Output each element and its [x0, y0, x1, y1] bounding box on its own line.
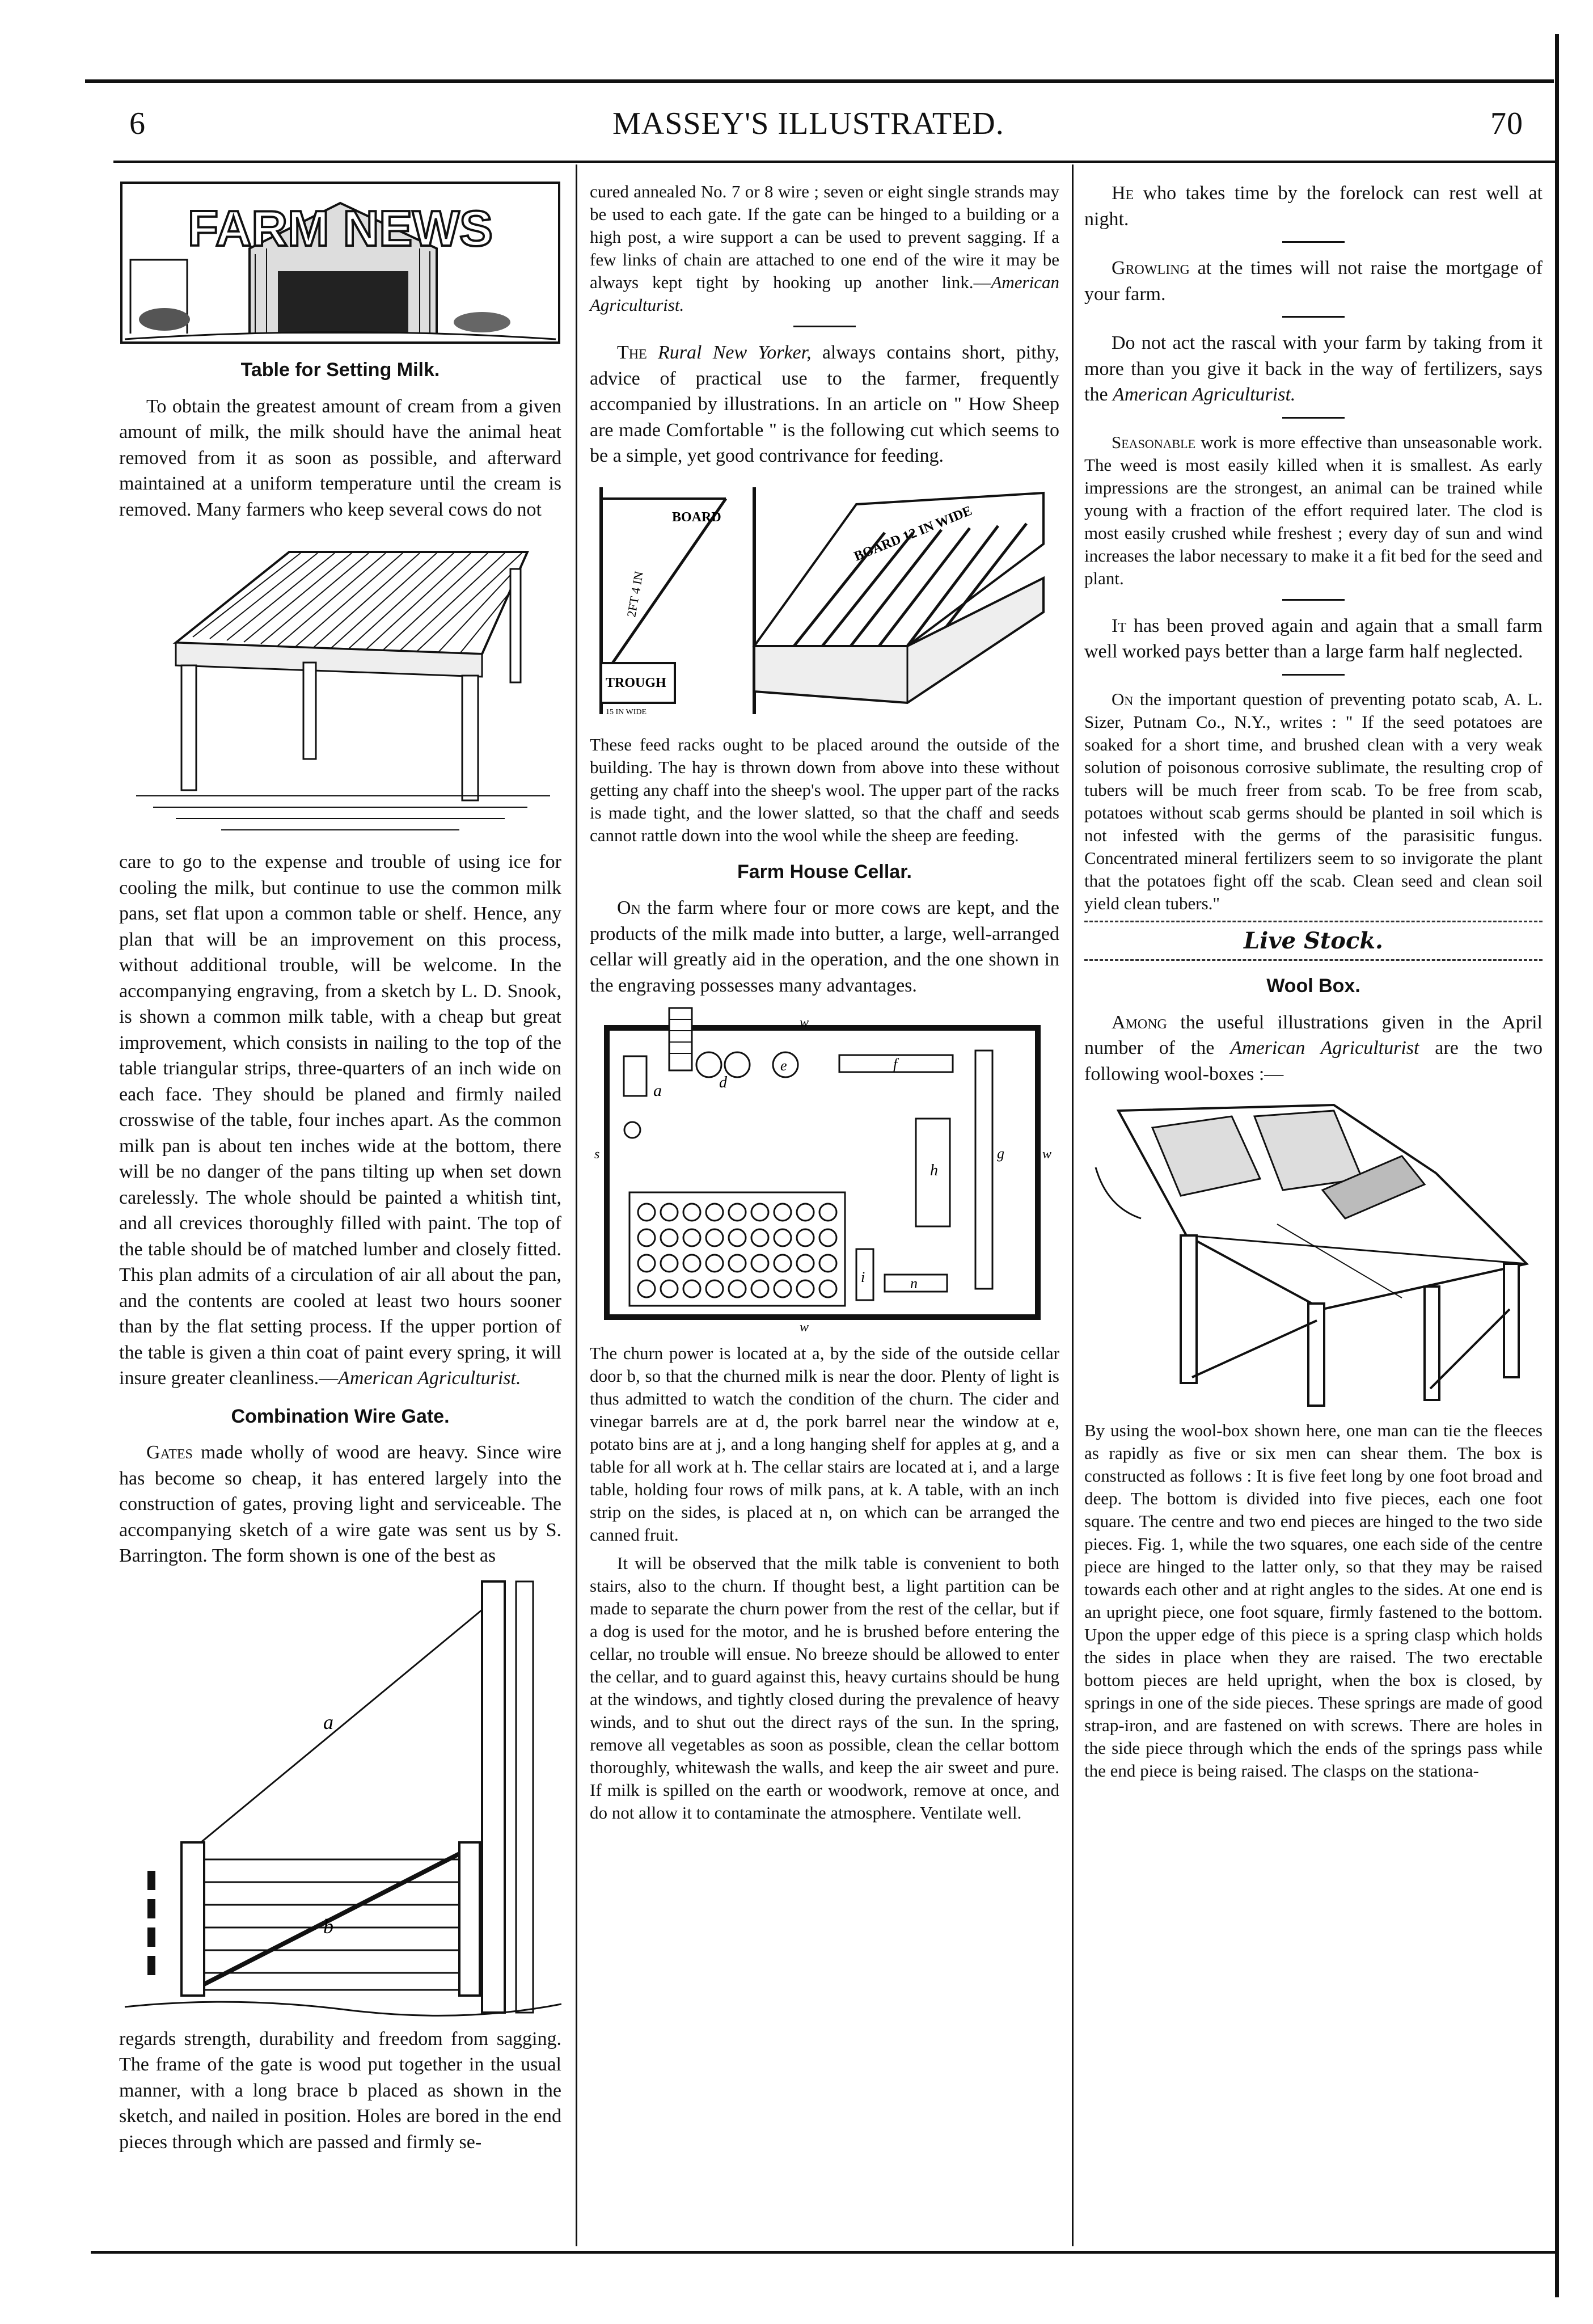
section-rule	[1084, 921, 1543, 922]
page-number-left: 6	[129, 106, 146, 141]
paragraph: He who takes time by the forelock can rest well at night.	[1084, 183, 1543, 230]
paragraph: These feed racks ought to be placed around the outside of the building. The hay is thrown down from above into these without getting any chaff into the sheep's wool. The upper part of the racks is made tight, and the lower slatted, so that the chaff and seeds cannot rattle down into the wool while the sheep are feeding.	[590, 734, 1059, 845]
paragraph: By using the wool-box shown here, one man can tie the fleeces as rapidly as five or six men can shear them. The box is constructed as follows : It is five feet long by one foot broad and deep. The bottom is divided into five pieces, each one foot square. The centre and two end pieces are hinged to the two side pieces. Fig. 1, while the two squares, one each side of the centre piece are hinged to the latter only, so that they may be raised towards each other and at right angles to the sides. At one end is an upright piece, one foot square, firmly fastened to the bottom. Upon the upper edge of this piece is a spring clasp which holds the sides in place when they are raised. The two erectable bottom pieces are held upright, when the box is closed, by springs in one of the side pieces. These springs are made of good strap-iron, and are fastened on with screws. There are holes in the side piece through which the ends of the springs pass while the end piece is being raised. The clasps on the stationa-	[1084, 1420, 1543, 1781]
wire-gate-illustration	[119, 1576, 561, 2018]
bottom-rule	[91, 2251, 1555, 2254]
plan-label-i: i	[861, 1269, 865, 1285]
plan-label-w-top: w	[800, 1015, 809, 1030]
paragraph: Do not act the rascal with your farm by taking from it more than you give it back in the way of fertilizers, says the American Agriculturist.	[1084, 332, 1543, 405]
column-divider-2	[1072, 165, 1074, 2246]
column-3	[1084, 180, 1543, 1788]
plan-label-e: e	[780, 1057, 787, 1074]
cellar-plan-illustration	[590, 1005, 1059, 1334]
masthead-title: MASSEY'S ILLUSTRATED.	[612, 106, 1004, 141]
heading-farm-house-cellar: Farm House Cellar.	[737, 861, 912, 883]
plan-label-n: n	[910, 1275, 918, 1292]
wool-box-illustration	[1084, 1094, 1543, 1411]
page-number-right: 70	[1490, 106, 1523, 141]
farm-news-banner	[119, 180, 561, 345]
paragraph: The Rural New Yorker, always contains short, pithy, advice of practical use to the farmer, frequently accompanied by illustrations. In an article on " How Sheep are made Comfortable " is the following cut which seems to be a simple, yet good contrivance for feeding.	[590, 342, 1060, 466]
paragraph: To obtain the greatest amount of cream from a given amount of milk, the milk should have the animal heat removed from it as soon as possible, and afterward maintained at a uniform temperature until the cream is removed. Many farmers who keep several cows do not	[119, 395, 561, 520]
paragraph: Growling at the times will not raise the mortgage of your farm.	[1084, 258, 1543, 305]
heading-wool-box: Wool Box.	[1266, 975, 1360, 997]
separator	[1282, 599, 1345, 601]
gate-label-b: b	[323, 1914, 333, 1938]
paragraph: It has been proved again and again that a small farm well worked pays better than a large farm half neglected.	[1084, 615, 1543, 662]
paragraph: regards strength, durability and freedom from sagging. The frame of the gate is wood put together in the usual manner, with a long brace b placed as shown in the sketch, and nailed in position. Holes are bored in the end pieces through which are passed and firmly se-	[119, 2028, 561, 2153]
header-rule	[113, 161, 1555, 163]
plan-label-h: h	[930, 1162, 938, 1179]
heading-table-for-setting-milk: Table for Setting Milk.	[240, 359, 440, 381]
plan-label-a: a	[653, 1081, 662, 1100]
plan-label-w-bottom: w	[800, 1320, 809, 1334]
plan-label-s: s	[594, 1147, 600, 1162]
rack-dim-label: 2FT 4 IN	[624, 570, 647, 618]
plan-label-g: g	[997, 1145, 1004, 1162]
paragraph: Seasonable work is more effective than unseasonable work. The weed is most easily killed when it is smallest. As early impressions are the strongest, an animal can be trained while young with a fraction of the effort required later. The clod is most easily crushed while freshest ; every day of sun and wind increases the labor necessary to make it a fit bed for the seed and plant.	[1084, 432, 1543, 588]
right-border	[1555, 34, 1559, 2297]
separator	[1282, 674, 1345, 676]
plan-label-w-right: w	[1042, 1147, 1052, 1162]
separator	[1282, 417, 1345, 419]
heading-combination-wire-gate: Combination Wire Gate.	[231, 1405, 450, 1427]
separator	[1282, 316, 1345, 318]
separator	[793, 326, 856, 327]
separator	[1282, 241, 1345, 243]
column-divider-1	[576, 165, 577, 2246]
feed-rack-illustration	[590, 476, 1059, 726]
trough-label: TROUGH	[606, 675, 666, 690]
paragraph: Among the useful illustrations given in the April number of the American Agriculturist are the two following wool-boxes :—	[1084, 1011, 1543, 1085]
column-1	[119, 180, 561, 2161]
paragraph: Gates made wholly of wood are heavy. Since wire has become so cheap, it has entered largely into the construction of gates, proving light and serviceable. The accompanying sketch of a wire gate was sent us by S. Barrington. The form shown is one of the best as	[119, 1442, 561, 1566]
gate-label-a: a	[323, 1710, 333, 1733]
section-rule	[1084, 959, 1543, 961]
section-heading-live-stock: Live Stock.	[1244, 927, 1383, 954]
paragraph: The churn power is located at a, by the side of the outside cellar door b, so that the churned milk is near the door. Plenty of light is thus admitted to watch the condition of the churn. The cider and vinegar barrels are at d, the pork barrel near the window at e, potato bins are at j, and a long hanging shelf for apples at g, and a table for all work at h. The cellar stairs are located at i, and a large table, holding four rows of milk pans, at k. A table, with an inch strip on the sides, is placed at n, on which can be arranged the canned fruit.	[590, 1343, 1059, 1545]
plan-label-f: f	[893, 1056, 898, 1072]
paragraph: On the important question of preventing potato scab, A. L. Sizer, Putnam Co., N.Y., writes : " If the seed potatoes are soaked for a short time, and brushed clean with a very weak solution of poisonous corrosive sublimate, the resulting crop of tubers will be much freer from scab. To be free from scab, potatoes without scab germs should be planted in soil which is not infested with the germs of the parasisitic fungus. Concentrated mineral fertilizers seem to so invigorate the plant that the potatoes fight off the scab. Clean seed and clean soil yield clean tubers."	[1084, 689, 1543, 913]
trough-sub-label: 15 IN WIDE	[606, 707, 647, 716]
farm-news-banner-text: FARM NEWS	[188, 200, 493, 256]
paragraph: It will be observed that the milk table is convenient to both stairs, also to the churn. If thought best, a light partition can be made to separate the churn power from the rest of the cellar, but if a dog is used for the motor, and he is brushed before entering the cellar, no trouble will ensue. No breeze should be allowed to enter the cellar, and to guard against this, heavy curtains should be hung at the windows, and tightly closed during the prevalence of heavy winds, and to shut out the direct rays of the sun. In the spring, remove all vegetables as soon as possible, clean the cellar bottom thoroughly, whitewash the walls, and keep the air sweet and pure. If milk is spilled on the earth or woodwork, remove at once, and do not allow it to contaminate the atmosphere. Ventilate well.	[590, 1553, 1059, 1823]
milk-table-illustration	[119, 529, 561, 841]
paragraph: care to go to the expense and trouble of using ice for cooling the milk, but continue to use the common milk pans, set flat upon a common table or shelf. Hence, any plan that will be an improvement on this process, without additional trouble, will be welcome. In the accompanying engraving, from a sketch by L. D. Snook, is shown a common milk table, with a cheap but great improvement, which consists in nailing to the top of the table triangular strips, three-quarters of an inch wide on each face. They should be planed and firmly nailed crosswise of the table, four inches apart. As the common milk pan is about ten inches wide at the bottom, there will be no danger of the pans tilting up when set down carelessly. The whole should be painted a whitish tint, and all crevices thoroughly filled with paint. The top of the table should be of matched lumber and closely fitted. This plan admits of a circulation of air all about the pan, and the contents are cooled at least two hours sooner than by the flat setting process. If the upper portion of the table is given a thin coat of paint every spring, it will insure greater cleanliness.—American Agriculturist.	[119, 851, 561, 1389]
paragraph: On the farm where four or more cows are kept, and the products of the milk made into butter, a large, well-arranged cellar will greatly aid in the operation, and the one shown in the engraving possesses many advantages.	[590, 897, 1059, 996]
rack-board-12-label: BOARD 12 IN WIDE	[852, 503, 974, 564]
paragraph: cured annealed No. 7 or 8 wire ; seven or eight single strands may be used to each gate. If the gate can be hinged to a building or a high post, a wire support a can be used to prevent sagging. If a few links of chain are attached to one end of the wire it may be always kept tight by hooking up another link.—American Agriculturist.	[590, 182, 1059, 315]
rack-board-label: BOARD	[672, 509, 721, 525]
top-rule	[85, 79, 1554, 83]
plan-label-d: d	[719, 1074, 727, 1091]
column-2	[590, 180, 1059, 1830]
